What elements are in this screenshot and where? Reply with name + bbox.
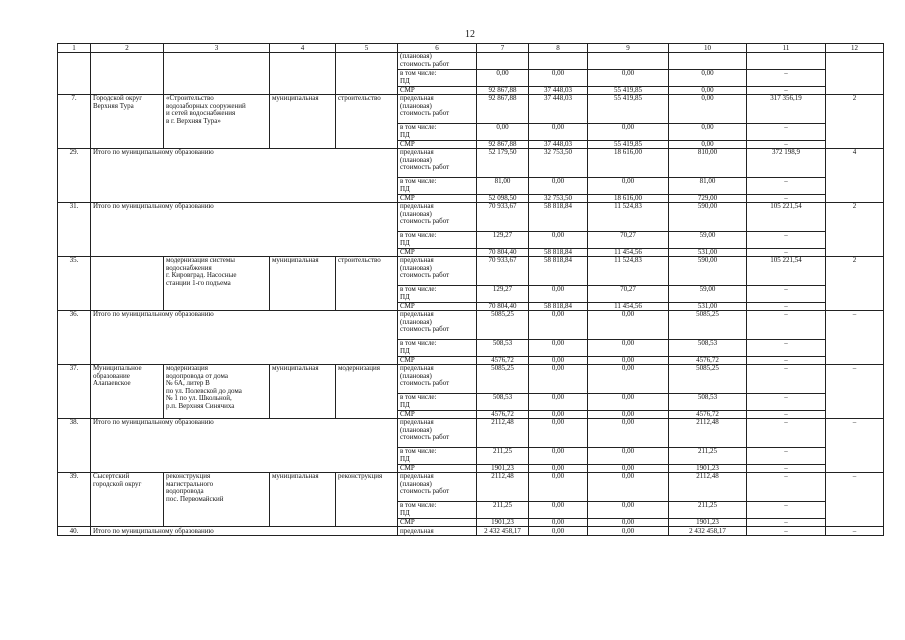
empty-cell [826, 53, 884, 95]
column-header: 1 [58, 44, 91, 53]
value-cell: 129,27 [477, 286, 529, 303]
pd-label: в том числе: ПД [398, 124, 477, 141]
value-cell: 2112,48 [669, 419, 747, 448]
object-cell: модернизация системы водоснабжения г. Кировград. Насосные станции 1-го подъема [164, 257, 270, 311]
value-cell: 0,00 [669, 141, 747, 149]
col12-cell: 2 [826, 95, 884, 149]
column-header: 9 [588, 44, 669, 53]
value-cell: – [747, 232, 826, 249]
table-row [58, 203, 884, 232]
cost-label: предельная (плановая) стоимость работ [398, 203, 477, 232]
value-cell: 70 933,67 [477, 203, 529, 232]
value-cell: 2 432 458,17 [669, 527, 747, 536]
value-cell: 4576,72 [669, 357, 747, 365]
value-cell: 0,00 [669, 124, 747, 141]
column-header: 6 [398, 44, 477, 53]
value-cell: 211,25 [669, 448, 747, 465]
value-cell: 0,00 [529, 465, 588, 473]
value-cell: 11 524,83 [588, 257, 669, 286]
value-cell: – [747, 178, 826, 195]
pd-label: в том числе: ПД [398, 502, 477, 519]
value-cell: 0,00 [588, 527, 669, 536]
value-cell: 0,00 [669, 70, 747, 87]
column-header: 7 [477, 44, 529, 53]
smr-label: СМР [398, 195, 477, 203]
value-cell: 211,25 [477, 448, 529, 465]
value-cell: 105 221,54 [747, 257, 826, 286]
value-cell: – [747, 303, 826, 311]
col12-cell: 2 [826, 257, 884, 311]
value-cell: 129,27 [477, 232, 529, 249]
value-cell: 5085,25 [477, 311, 529, 340]
value-cell: 18 616,00 [588, 149, 669, 178]
value-cell: – [747, 419, 826, 448]
value-cell: 58 818,84 [529, 257, 588, 286]
column-header: 10 [669, 44, 747, 53]
value-cell: 0,00 [529, 70, 588, 87]
ownership-cell: муниципальная [270, 473, 336, 527]
empty-cell [58, 53, 91, 95]
page-number: 12 [465, 29, 475, 40]
value-cell: 590,00 [669, 203, 747, 232]
table-row [58, 419, 884, 448]
value-cell: 0,00 [588, 465, 669, 473]
value-cell: 4576,72 [669, 411, 747, 419]
column-header: 2 [91, 44, 164, 53]
value-cell: 0,00 [529, 124, 588, 141]
row-number: 31. [58, 203, 91, 257]
table-row [58, 473, 884, 502]
value-cell: – [747, 87, 826, 95]
value-cell: – [747, 124, 826, 141]
column-header: 8 [529, 44, 588, 53]
value-cell: 81,00 [477, 178, 529, 195]
value-cell: 4576,72 [477, 357, 529, 365]
table-row [58, 311, 884, 340]
value-cell: 70,27 [588, 232, 669, 249]
empty-cell [164, 53, 270, 95]
value-cell: 105 221,54 [747, 203, 826, 232]
value-cell: 0,00 [529, 357, 588, 365]
value-cell: 508,53 [477, 340, 529, 357]
column-header: 3 [164, 44, 270, 53]
value-cell: – [747, 70, 826, 87]
value-cell: 0,00 [669, 87, 747, 95]
value-cell: 32 753,50 [529, 195, 588, 203]
object-cell: модернизация водопровода от дома № 6А, литер В по ул. Полевской до дома № 1 по ул. Школьной, р.п. Верхняя Синячиха [164, 365, 270, 419]
row-number: 39. [58, 473, 91, 527]
value-cell: 0,00 [529, 311, 588, 340]
value-cell: 52 179,50 [477, 149, 529, 178]
row-number: 36. [58, 311, 91, 365]
value-cell: 0,00 [477, 124, 529, 141]
value-cell: – [747, 365, 826, 394]
value-cell: 52 098,50 [477, 195, 529, 203]
pd-label: в том числе: ПД [398, 394, 477, 411]
smr-label: СМР [398, 141, 477, 149]
value-cell: 211,25 [669, 502, 747, 519]
pd-label: в том числе: ПД [398, 70, 477, 87]
value-cell: 11 454,56 [588, 303, 669, 311]
col12-cell: – [826, 311, 884, 365]
value-cell: 0,00 [529, 527, 588, 536]
table-row [58, 365, 884, 394]
smr-label: СМР [398, 357, 477, 365]
value-cell: 37 448,03 [529, 141, 588, 149]
value-cell: 70 804,40 [477, 303, 529, 311]
total-label: Итого по муниципальному образованию [91, 527, 398, 536]
column-header: 11 [747, 44, 826, 53]
municipality-cell [91, 257, 164, 311]
funding-table [57, 43, 884, 536]
value-cell: 0,00 [588, 411, 669, 419]
value-cell: 0,00 [669, 95, 747, 124]
value-cell: 58 818,84 [529, 303, 588, 311]
value-cell: 92 867,88 [477, 87, 529, 95]
value-cell: 317 356,19 [747, 95, 826, 124]
value-cell: 92 867,88 [477, 95, 529, 124]
value-cell: – [747, 411, 826, 419]
table-row [58, 527, 884, 536]
value-cell: 0,00 [588, 178, 669, 195]
smr-label: СМР [398, 303, 477, 311]
pd-label: в том числе: ПД [398, 232, 477, 249]
column-header: 4 [270, 44, 336, 53]
value-cell: 0,00 [529, 232, 588, 249]
cost-label: предельная (плановая) стоимость работ [398, 311, 477, 340]
value-cell: 372 198,9 [747, 149, 826, 178]
value-cell: 531,00 [669, 249, 747, 257]
value-cell: – [747, 527, 826, 536]
column-header: 5 [336, 44, 398, 53]
value-cell: – [747, 340, 826, 357]
work-type-cell: модернизация [336, 365, 398, 419]
value-cell: 508,53 [669, 394, 747, 411]
value-cell: 508,53 [477, 394, 529, 411]
row-number: 40. [58, 527, 91, 536]
smr-label: СМР [398, 411, 477, 419]
value-cell: 531,00 [669, 303, 747, 311]
value-cell: 590,00 [669, 257, 747, 286]
value-cell: 55 419,85 [588, 87, 669, 95]
value-cell: 0,00 [477, 70, 529, 87]
value-cell: 0,00 [588, 448, 669, 465]
value-cell: 18 616,00 [588, 195, 669, 203]
ownership-cell: муниципальная [270, 365, 336, 419]
value-cell: 0,00 [588, 394, 669, 411]
column-header-row [58, 44, 884, 53]
value-cell: – [747, 195, 826, 203]
value-cell: 0,00 [588, 419, 669, 448]
object-cell: «Строительство водозаборных сооружений и сетей водоснабжения в г. Верхняя Тура» [164, 95, 270, 149]
cost-label: предельная (плановая) стоимость работ [398, 365, 477, 394]
col12-cell: – [826, 419, 884, 473]
value-cell: 0,00 [529, 502, 588, 519]
municipality-cell: Сысертский городской округ [91, 473, 164, 527]
table-row [58, 53, 884, 70]
value-cell: 0,00 [588, 519, 669, 527]
value-cell: – [747, 141, 826, 149]
col12-cell: 2 [826, 203, 884, 257]
value-cell: 11 454,56 [588, 249, 669, 257]
value-cell: – [747, 249, 826, 257]
value-cell: 1901,23 [477, 465, 529, 473]
cost-label: предельная (плановая) стоимость работ [398, 149, 477, 178]
cost-label: предельная (плановая) стоимость работ [398, 95, 477, 124]
value-cell: 2112,48 [669, 473, 747, 502]
total-label: Итого по муниципальному образованию [91, 419, 398, 473]
value-cell: – [747, 357, 826, 365]
value-cell: – [747, 473, 826, 502]
value-cell: 70,27 [588, 286, 669, 303]
col12-cell: – [826, 365, 884, 419]
row-number: 29. [58, 149, 91, 203]
value-cell: 59,00 [669, 232, 747, 249]
municipality-cell: Городской округ Верхняя Тура [91, 95, 164, 149]
value-cell: 729,00 [669, 195, 747, 203]
col12-cell: 4 [826, 149, 884, 203]
empty-cell [91, 53, 164, 95]
smr-label: СМР [398, 519, 477, 527]
value-cell: 0,00 [588, 357, 669, 365]
value-cell: 810,00 [669, 149, 747, 178]
pd-label: в том числе: ПД [398, 448, 477, 465]
empty-cell [270, 53, 336, 95]
value-cell: 70 933,67 [477, 257, 529, 286]
cost-label: предельная (плановая) стоимость работ [398, 257, 477, 286]
table-row [58, 257, 884, 286]
cost-label: (плановая) стоимость работ [398, 53, 477, 70]
value-cell: 58 818,84 [529, 203, 588, 232]
row-number: 35. [58, 257, 91, 311]
ownership-cell: муниципальная [270, 95, 336, 149]
value-cell: 0,00 [529, 519, 588, 527]
value-cell: 0,00 [529, 178, 588, 195]
value-cell: 2 432 458,17 [477, 527, 529, 536]
ownership-cell: муниципальная [270, 257, 336, 311]
value-cell: 2112,48 [477, 473, 529, 502]
municipality-cell: Муниципальное образование Алапаевское [91, 365, 164, 419]
value-cell: 211,25 [477, 502, 529, 519]
smr-label: СМР [398, 465, 477, 473]
value-cell: 0,00 [588, 70, 669, 87]
cost-label: предельная [398, 527, 477, 536]
work-type-cell: строительство [336, 257, 398, 311]
value-cell: 37 448,03 [529, 95, 588, 124]
value-cell: 0,00 [529, 286, 588, 303]
value-cell: 5085,25 [669, 311, 747, 340]
value-cell: 32 753,50 [529, 149, 588, 178]
value-cell: 11 524,83 [588, 203, 669, 232]
value-cell: 0,00 [529, 365, 588, 394]
total-label: Итого по муниципальному образованию [91, 203, 398, 257]
value-cell: – [747, 394, 826, 411]
col12-cell: – [826, 527, 884, 536]
value-cell: 2112,48 [477, 419, 529, 448]
value-cell: 0,00 [588, 311, 669, 340]
value-cell: 0,00 [529, 340, 588, 357]
object-cell: реконструкция магистрального водопровода пос. Первомайский [164, 473, 270, 527]
value-cell: 0,00 [588, 340, 669, 357]
col12-cell: – [826, 473, 884, 527]
empty-cell [336, 53, 398, 95]
value-cell: 4576,72 [477, 411, 529, 419]
value-cell: – [747, 448, 826, 465]
value-cell: 0,00 [588, 473, 669, 502]
value-cell: 0,00 [529, 419, 588, 448]
table-row [58, 149, 884, 178]
value-cell: 0,00 [588, 502, 669, 519]
value-cell: 0,00 [529, 394, 588, 411]
value-cell: 508,53 [669, 340, 747, 357]
value-cell: 0,00 [529, 473, 588, 502]
value-cell: 0,00 [588, 124, 669, 141]
value-cell: 0,00 [529, 448, 588, 465]
value-cell: 1901,23 [669, 465, 747, 473]
total-label: Итого по муниципальному образованию [91, 149, 398, 203]
value-cell: 5085,25 [669, 365, 747, 394]
row-number: 7. [58, 95, 91, 149]
value-cell: – [747, 465, 826, 473]
cost-label: предельная (плановая) стоимость работ [398, 419, 477, 448]
value-cell: 55 419,85 [588, 141, 669, 149]
smr-label: СМР [398, 87, 477, 95]
value-cell: 1901,23 [669, 519, 747, 527]
value-cell: 1901,23 [477, 519, 529, 527]
work-type-cell: реконструкция [336, 473, 398, 527]
value-cell: 5085,25 [477, 365, 529, 394]
value-cell: 92 867,88 [477, 141, 529, 149]
pd-label: в том числе: ПД [398, 178, 477, 195]
pd-label: в том числе: ПД [398, 340, 477, 357]
value-cell: 70 804,40 [477, 249, 529, 257]
row-number: 38. [58, 419, 91, 473]
total-label: Итого по муниципальному образованию [91, 311, 398, 365]
column-header: 12 [826, 44, 884, 53]
value-cell: 37 448,03 [529, 87, 588, 95]
value-cell: 55 419,85 [588, 95, 669, 124]
value-cell: – [747, 311, 826, 340]
pd-label: в том числе: ПД [398, 286, 477, 303]
cost-label: предельная (плановая) стоимость работ [398, 473, 477, 502]
value-cell: 81,00 [669, 178, 747, 195]
value-cell: 58 818,84 [529, 249, 588, 257]
work-type-cell: строительство [336, 95, 398, 149]
row-number: 37. [58, 365, 91, 419]
value-cell: 59,00 [669, 286, 747, 303]
value-cell: – [747, 519, 826, 527]
smr-label: СМР [398, 249, 477, 257]
value-cell: 0,00 [529, 411, 588, 419]
value-cell: – [747, 286, 826, 303]
value-cell: 0,00 [588, 365, 669, 394]
value-cell: – [747, 502, 826, 519]
table-row [58, 95, 884, 124]
